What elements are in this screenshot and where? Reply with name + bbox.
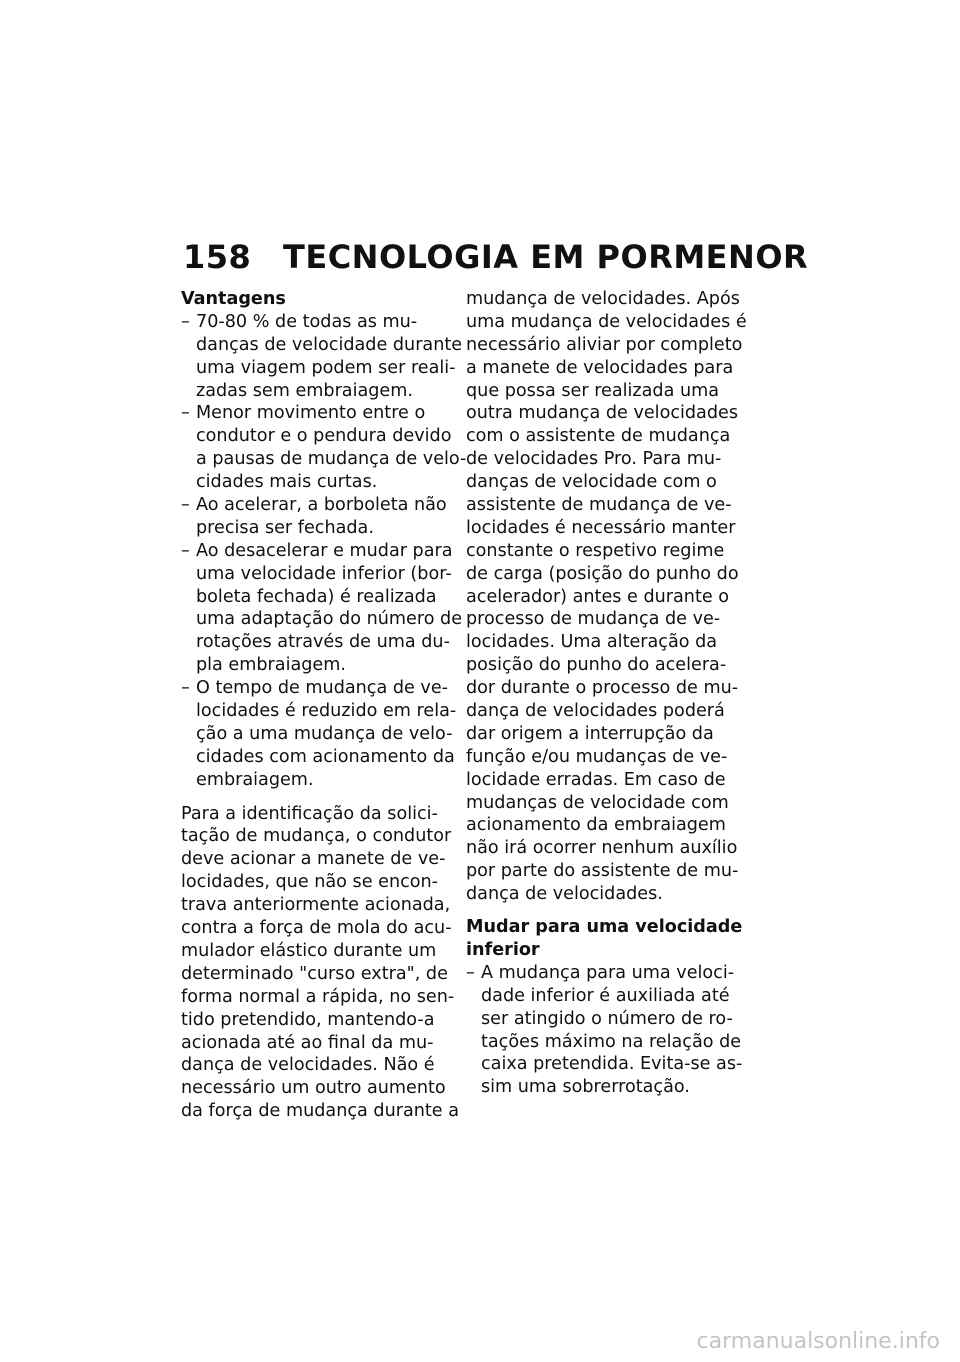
bullet-line: 70-80 % de todas as mu- – — [181, 311, 418, 332]
bullet-dash: – — [181, 678, 190, 699]
paragraph-line: processo de mudança de ve- — [466, 609, 721, 630]
paragraph-line: outra mudança de velocidades — [466, 403, 738, 424]
paragraph-line: da força de mudança durante a — [181, 1101, 459, 1122]
paragraph-line: necessário um outro aumento — [181, 1078, 446, 1099]
bullet-line: boleta fechada) é realizada — [196, 586, 437, 607]
paragraph-line: por parte do assistente de mu- — [466, 861, 739, 882]
bullet-item — [181, 402, 467, 494]
paragraph-line: mudanças de velocidade com — [466, 792, 729, 813]
bullet-line: cidades com acionamento da — [196, 746, 455, 767]
paragraph-line: mulador elástico durante um — [181, 940, 437, 961]
paragraph-line: dança de velocidades. Não é — [181, 1055, 435, 1076]
bullet-line: sim uma sobrerrotação. — [481, 1077, 690, 1098]
bullet-line: a pausas de mudança de velo- — [196, 449, 467, 470]
paragraph-line: que possa ser realizada uma — [466, 380, 720, 401]
paragraph-line: tido pretendido, mantendo-a — [181, 1009, 435, 1030]
bullet-dash: – — [181, 540, 190, 561]
bullet-dash: – — [181, 495, 190, 516]
paragraph-line: mudança de velocidades. Após — [466, 289, 740, 309]
paragraph-line: deve acionar a manete de ve- — [181, 849, 446, 870]
paragraph-line: necessário aliviar por completo — [466, 334, 743, 355]
bullet-line: Ao desacelerar e mudar para – — [181, 540, 453, 561]
paragraph-line: danças de velocidade com o — [466, 472, 717, 493]
paragraph-line: a manete de velocidades para — [466, 357, 734, 378]
paragraph-spacer — [466, 906, 741, 916]
section-heading: Mudar para uma velocidade — [466, 917, 743, 938]
page-title: TECNOLOGIA EM PORMENOR — [283, 238, 809, 276]
bullet-line: ser atingido o número de ro- — [481, 1008, 733, 1029]
paragraph-line: constante o respetivo regime — [466, 540, 725, 561]
bullet-line: condutor e o pendura devido — [196, 426, 452, 447]
paragraph-line: acionada até ao final da mu- — [181, 1032, 434, 1053]
paragraph-line: trava anteriormente acionada, — [181, 895, 451, 916]
paragraph-line: forma normal a rápida, no sen- — [181, 986, 455, 1007]
paragraph-line: função e/ou mudanças de ve- — [466, 746, 728, 767]
bullet-line: O tempo de mudança de ve- – — [181, 678, 449, 699]
paragraph-line: dança de velocidades poderá — [466, 701, 725, 722]
paragraph-line: posição do punho do acelera- — [466, 655, 727, 676]
bullet-item — [466, 962, 741, 1099]
left-column — [181, 288, 467, 1123]
paragraph-line: com o assistente de mudança — [466, 426, 731, 447]
bullet-line: zadas sem embraiagem. — [196, 380, 413, 401]
paragraph-line: de velocidades Pro. Para mu- — [466, 449, 722, 470]
section-heading: Vantagens — [181, 289, 286, 309]
paragraph-line: uma mudança de velocidades é — [466, 311, 747, 332]
paragraph-line: tação de mudança, o condutor — [181, 826, 452, 847]
watermark: carmanualsonline.info — [696, 1329, 940, 1354]
section-heading: inferior — [466, 939, 540, 960]
paragraph-line: de carga (posição do punho do — [466, 563, 739, 584]
paragraph-line: acelerador) antes e durante o — [466, 586, 730, 607]
paragraph-line: Para a identificação da solici- — [181, 803, 438, 824]
bullet-line: tações máximo na relação de — [481, 1031, 742, 1052]
paragraph-line: locidade erradas. Em caso de — [466, 769, 726, 790]
bullet-line: uma adaptação do número de — [196, 609, 463, 630]
bullet-line: dade inferior é auxiliada até — [481, 985, 730, 1006]
page-header — [183, 238, 808, 276]
paragraph-spacer — [181, 792, 451, 803]
bullet-line: uma velocidade inferior (bor- — [196, 563, 452, 584]
bullet-line: precisa ser fechada. — [196, 517, 374, 538]
paragraph-line: dar origem a interrupção da — [466, 723, 714, 744]
bullet-item — [181, 677, 457, 791]
bullet-item — [181, 311, 463, 403]
bullet-line: Menor movimento entre o – — [181, 403, 426, 424]
bullet-line: ção a uma mudança de velo- — [196, 723, 453, 744]
paragraph-line: dança de velocidades. — [466, 884, 663, 905]
page-number: 158 — [183, 238, 252, 276]
paragraph-line: contra a força de mola do acu- — [181, 918, 452, 939]
bullet-line: pla embraiagem. — [196, 655, 346, 676]
bullet-line: uma viagem podem ser reali- — [196, 357, 456, 378]
bullet-line: rotações através de uma du- — [196, 632, 450, 653]
bullet-line: danças de velocidade durante — [196, 334, 463, 355]
paragraph-line: locidades é necessário manter — [466, 517, 736, 538]
bullet-line: Ao acelerar, a borboleta não – — [181, 495, 447, 516]
right-column — [466, 288, 747, 1099]
bullet-dash: – — [181, 403, 190, 424]
bullet-line: caixa pretendida. Evita-se as- — [481, 1054, 743, 1075]
paragraph-line: dor durante o processo de mu- — [466, 678, 739, 699]
bullet-line: cidades mais curtas. — [196, 472, 378, 493]
paragraph-line: não irá ocorrer nenhum auxílio — [466, 838, 738, 859]
paragraph-line: determinado "curso extra", de — [181, 963, 448, 984]
bullet-line: embraiagem. — [196, 769, 314, 790]
bullet-item — [181, 494, 451, 540]
paragraph-line: locidades, que não se encon- — [181, 872, 439, 893]
paragraph-line: locidades. Uma alteração da — [466, 632, 718, 653]
bullet-dash: – — [466, 962, 475, 983]
paragraph-line: assistente de mudança de ve- — [466, 495, 732, 516]
bullet-item — [181, 540, 463, 677]
bullet-line: A mudança para uma veloci- – — [466, 962, 735, 983]
bullet-dash: – — [181, 311, 190, 332]
bullet-line: locidades é reduzido em rela- — [196, 701, 457, 722]
paragraph-line: acionamento da embraiagem — [466, 815, 726, 836]
